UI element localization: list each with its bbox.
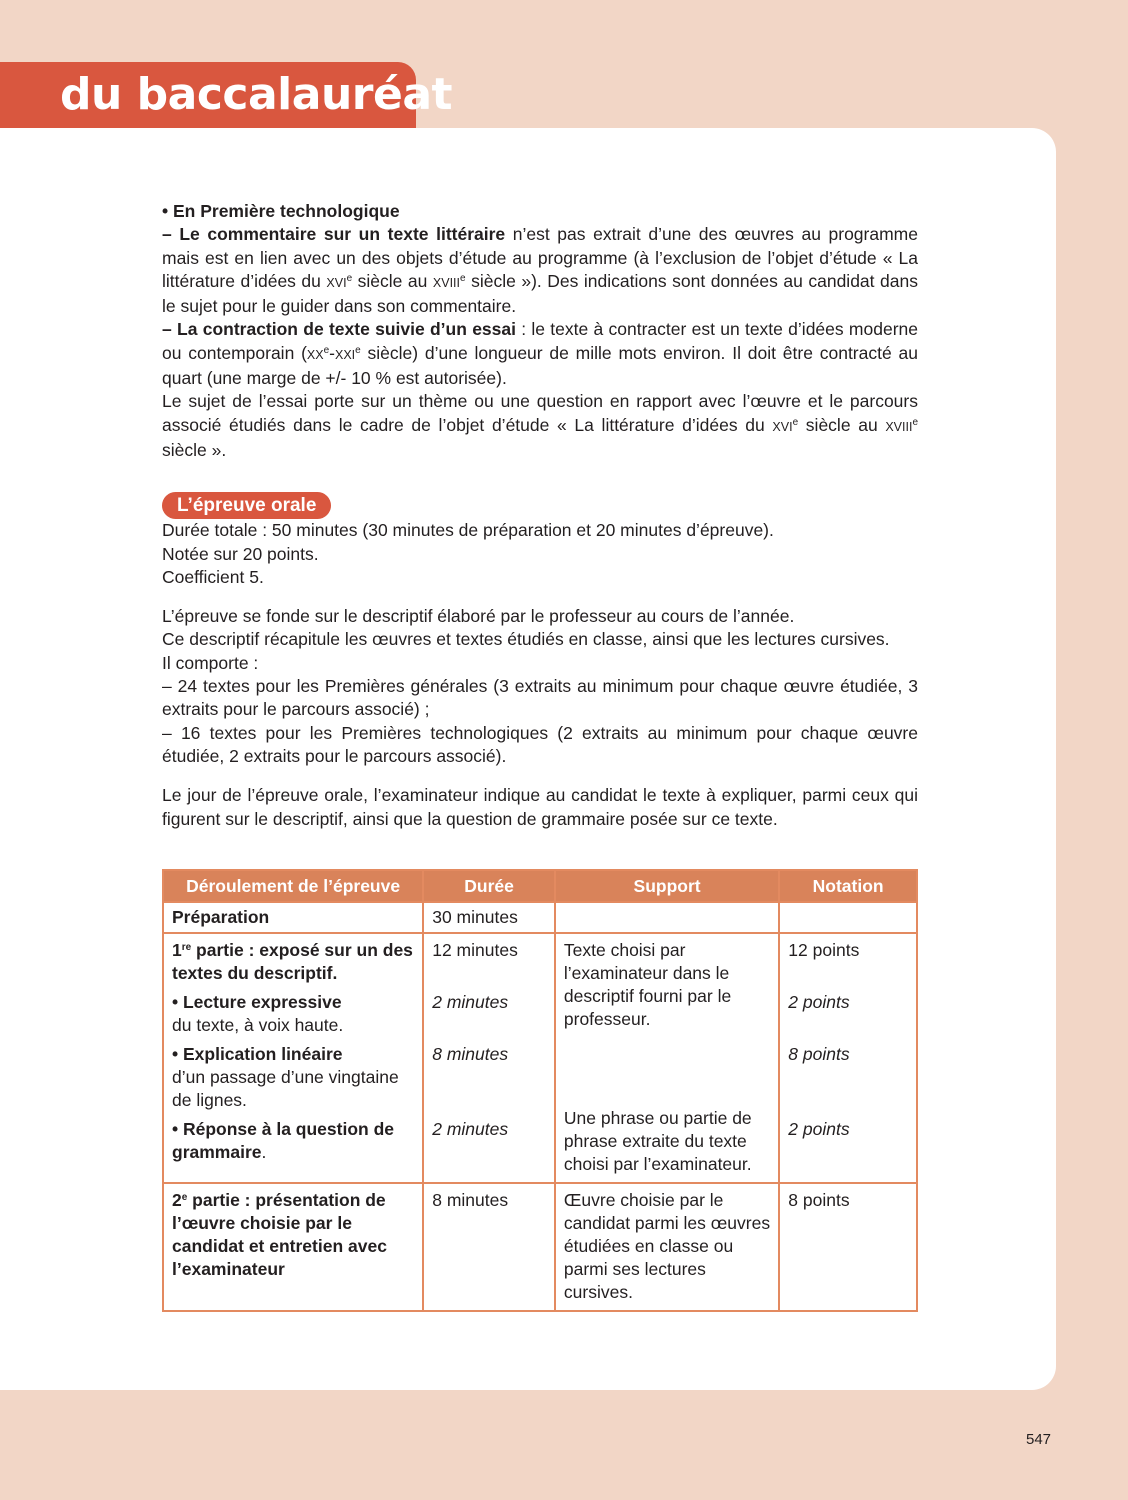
oral-coefficient: Coefficient 5. (162, 566, 264, 587)
oral-duration: Durée totale : 50 minutes (30 minutes de préparation et 20 minutes d’épreuve). (162, 520, 774, 541)
techno-heading: • En Première technologique (162, 201, 400, 221)
column-header: Durée (423, 870, 555, 902)
oral-exam-table (162, 869, 918, 1312)
lecture-step: • Lecture expressive du texte, à voix haute. (172, 992, 344, 1035)
grammaire-step: • Réponse à la question de grammaire. (172, 1119, 395, 1162)
descriptif-line-4: – 24 textes pour les Premières générales (3 extraits au minimum pour chaque œuvre étudiée, 3 extraits pour le parcours associé) ; (162, 676, 918, 720)
descriptif-line-1: L’épreuve se fonde sur le descriptif élaboré par le professeur au cours de l’année. (162, 606, 795, 627)
column-header: Support (555, 870, 779, 902)
jour-paragraph: Le jour de l’épreuve orale, l’examinateur indique au candidat le texte à expliquer, parmi ceux qui figurent sur le descriptif, ainsi que la question de grammaire posée sur ce texte. (162, 785, 918, 829)
table-row-part-2 (163, 1183, 917, 1311)
part-1-durations: 12 minutes 2 minutes 8 minutes 2 minutes (423, 933, 555, 1183)
column-header: Déroulement de l’épreuve (163, 870, 423, 902)
part-1-points: 12 points 2 points 8 points 2 points (779, 933, 917, 1183)
oral-section-badge: L’épreuve orale (162, 492, 331, 519)
descriptif-line-5: – 16 textes pour les Premières technologiques (2 extraits au minimum pour chaque œuvre étudiée, 2 extraits pour le parcours associé). (162, 722, 918, 766)
column-header: Notation (779, 870, 917, 902)
table-row-preparation (163, 902, 917, 933)
part-1-supports: Texte choisi par l’examinateur dans le descriptif fourni par le professeur. Une phrase ou partie de phrase extraite du texte choisi par l’examinateur. (555, 933, 779, 1183)
chapter-title: du baccalauréat (60, 69, 453, 120)
part-2-title: 2e partie : présentation de l’œuvre choisie par le candidat et entretien avec l’examinateur (163, 1183, 423, 1311)
descriptif-line-2: Ce descriptif récapitule les œuvres et textes étudiés en classe, ainsi que les lectures cursives. (162, 629, 890, 650)
page-number: 547 (1026, 1431, 1052, 1448)
commentaire-paragraph: – Le commentaire sur un texte littéraire n’est pas extrait d’une des œuvres au programme mais est en lien avec un des objets d’étude au programme (à l’exclusion de l’objet d’étude « La littérature d’idées du XVIe siècle au XVIIIe siècle »). Des indications sont données au candidat dans le sujet pour le guider dans son commentaire. (162, 224, 918, 317)
preparation-label: Préparation (163, 902, 423, 933)
preparation-duration: 30 minutes (423, 902, 555, 933)
contraction-paragraph: – La contraction de texte suivie d’un essai : le texte à contracter est un texte d’idées moderne ou contemporain (XXe-XXIe siècle) d’une longueur de mille mots environ. Il doit être contracté au quart (une marge de +/- 10 % est autorisée). (162, 319, 918, 389)
essai-paragraph: Le sujet de l’essai porte sur un thème ou une question en rapport avec l’œuvre et le parcours associé étudiés dans le cadre de l’objet d’étude « La littérature d’idées du XVIe siècle au XVIIIe siècle ». (162, 391, 918, 460)
descriptif-line-3: Il comporte : (162, 652, 259, 673)
part-2-support: Œuvre choisie par le candidat parmi les œuvres étudiées en classe ou parmi ses lectures cursives. (555, 1183, 779, 1311)
oral-grading: Notée sur 20 points. (162, 543, 319, 564)
main-content (162, 200, 918, 831)
part-1-title: 1re partie : exposé sur un des textes du descriptif. (172, 940, 413, 983)
table-header-row (163, 870, 917, 902)
part-2-duration: 8 minutes (423, 1183, 555, 1311)
part-1-steps (163, 933, 423, 1183)
explication-step: • Explication linéaire d’un passage d’une vingtaine de lignes. (172, 1044, 399, 1110)
table-row-part-1 (163, 933, 917, 1183)
part-2-points: 8 points (779, 1183, 917, 1311)
